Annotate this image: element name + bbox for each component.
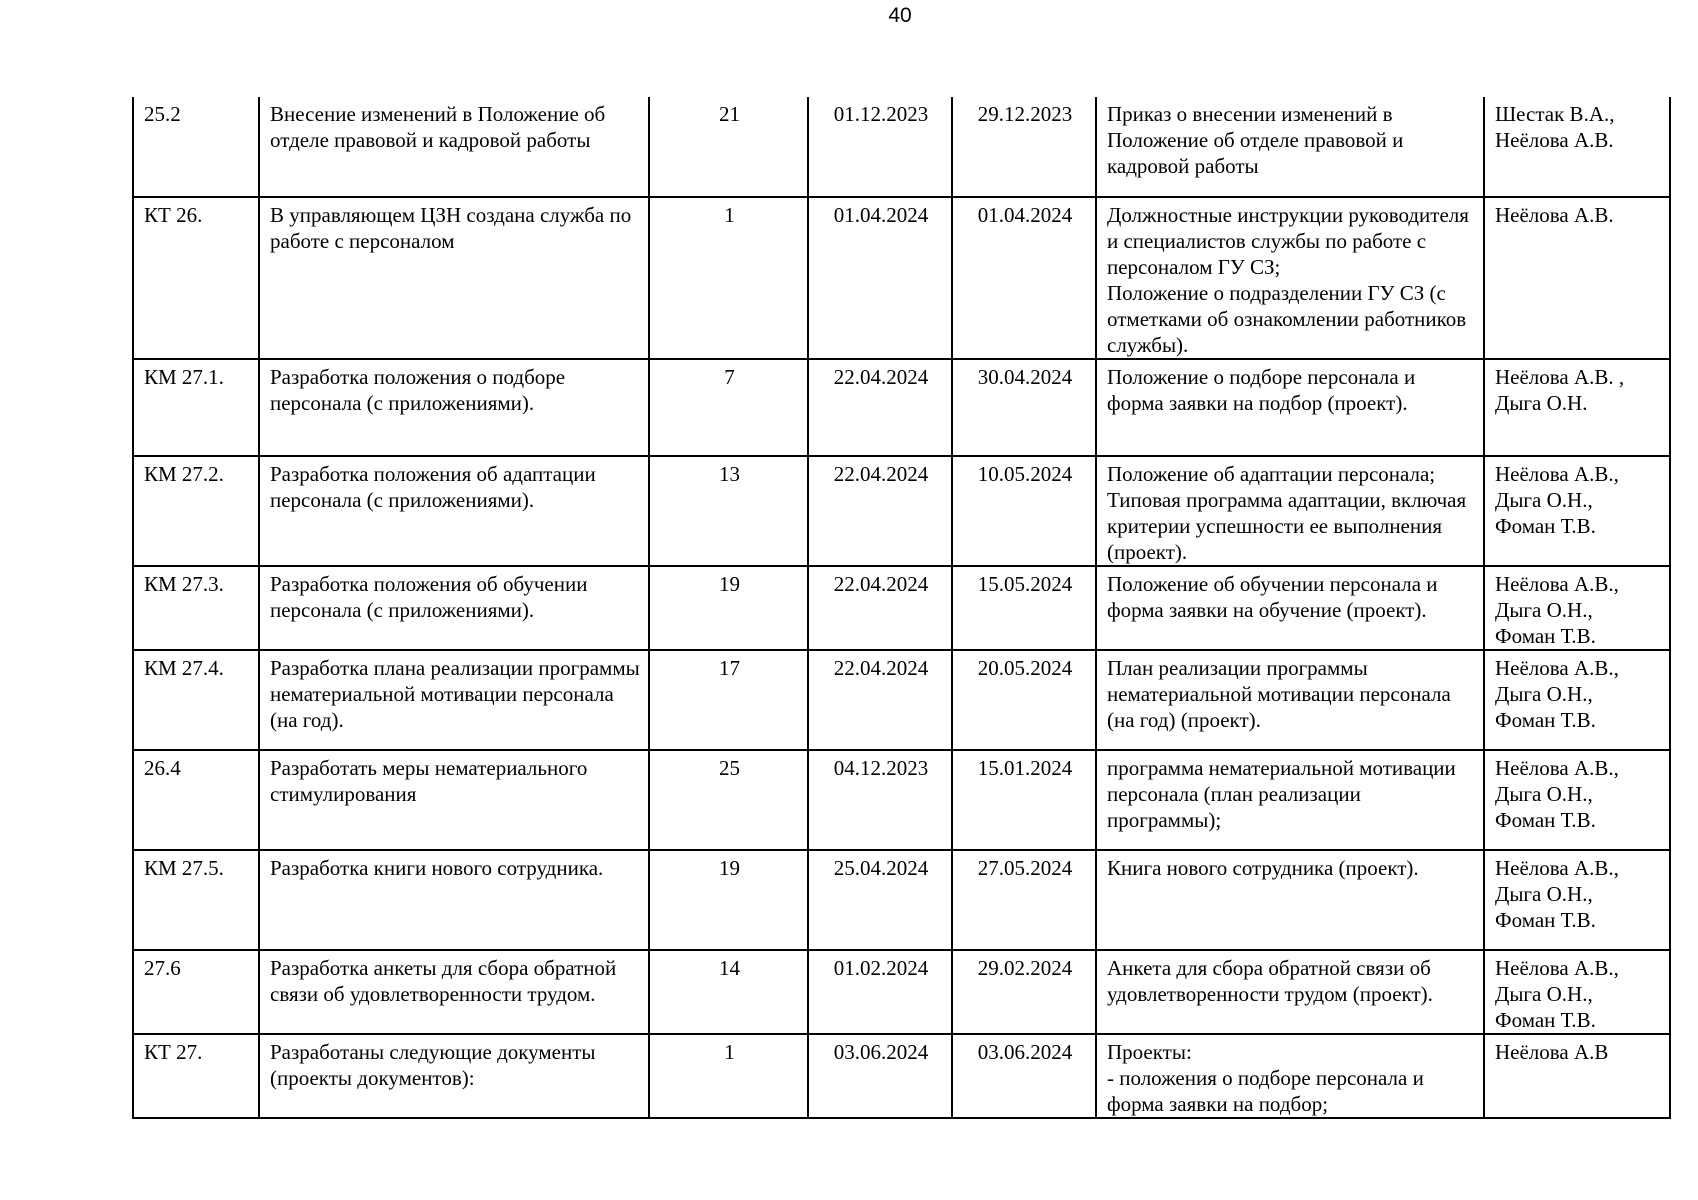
row-responsible-line: Неёлова А.В.	[1495, 203, 1614, 227]
row-end-date: 29.12.2023	[952, 97, 1096, 197]
row-result-line: Положение об адаптации персонала;	[1107, 462, 1436, 486]
row-result	[1096, 1034, 1484, 1118]
table-row	[133, 456, 1670, 566]
row-responsible-line: Неёлова А.В. ,	[1495, 365, 1625, 389]
table-row	[133, 197, 1670, 359]
table-row	[133, 950, 1670, 1034]
row-responsible-line: Неёлова А.В.,	[1495, 462, 1619, 486]
row-responsible	[1484, 650, 1670, 750]
row-end-date: 10.05.2024	[952, 456, 1096, 566]
row-result-line: Проекты:	[1107, 1040, 1192, 1064]
table-row	[133, 750, 1670, 850]
row-result	[1096, 197, 1484, 359]
row-responsible-line: Неёлова А.В.,	[1495, 856, 1619, 880]
row-code: КТ 26.	[133, 197, 259, 359]
row-end-date: 03.06.2024	[952, 1034, 1096, 1118]
row-result-line: Положение об обучении персонала и форма заявки на обучение (проект).	[1107, 572, 1438, 622]
row-responsible	[1484, 1034, 1670, 1118]
row-code: КМ 27.1.	[133, 359, 259, 456]
row-responsible-line: Дыга О.Н.,	[1495, 882, 1593, 906]
row-result	[1096, 950, 1484, 1034]
row-result-line: Положение о подразделении ГУ СЗ (с отметками об ознакомлении работников службы).	[1107, 281, 1467, 357]
row-result	[1096, 359, 1484, 456]
row-task: Разработка положения об обучении персонала (с приложениями).	[259, 566, 649, 650]
row-responsible-line: Фоман Т.В.	[1495, 1008, 1596, 1032]
row-end-date: 29.02.2024	[952, 950, 1096, 1034]
row-code: КТ 27.	[133, 1034, 259, 1118]
row-responsible-line: Фоман Т.В.	[1495, 708, 1596, 732]
row-duration: 19	[649, 566, 808, 650]
row-start-date: 22.04.2024	[808, 566, 952, 650]
row-result-line: - положения о подборе персонала и форма заявки на подбор;	[1107, 1066, 1424, 1116]
row-responsible	[1484, 750, 1670, 850]
row-responsible-line: Неёлова А.В.,	[1495, 656, 1619, 680]
row-start-date: 22.04.2024	[808, 650, 952, 750]
table-row	[133, 850, 1670, 950]
row-duration: 14	[649, 950, 808, 1034]
row-responsible	[1484, 359, 1670, 456]
row-task: В управляющем ЦЗН создана служба по работе с персоналом	[259, 197, 649, 359]
row-result	[1096, 750, 1484, 850]
row-result	[1096, 850, 1484, 950]
table-row	[133, 97, 1670, 197]
row-duration: 21	[649, 97, 808, 197]
row-end-date: 27.05.2024	[952, 850, 1096, 950]
row-responsible-line: Фоман Т.В.	[1495, 514, 1596, 538]
table-row	[133, 1034, 1670, 1118]
row-code: КМ 27.2.	[133, 456, 259, 566]
row-responsible	[1484, 456, 1670, 566]
row-start-date: 01.12.2023	[808, 97, 952, 197]
row-duration: 7	[649, 359, 808, 456]
row-result-line: Приказ о внесении изменений в Положение об отделе правовой и кадровой работы	[1107, 102, 1404, 178]
row-responsible	[1484, 197, 1670, 359]
row-code: КМ 27.3.	[133, 566, 259, 650]
row-responsible-line: Неёлова А.В.,	[1495, 572, 1619, 596]
row-result-line: Типовая программа адаптации, включая критерии успешности ее выполнения (проект).	[1107, 488, 1467, 564]
row-start-date: 22.04.2024	[808, 359, 952, 456]
table-row	[133, 650, 1670, 750]
row-result	[1096, 566, 1484, 650]
plan-table-body	[133, 97, 1670, 1118]
table-row	[133, 359, 1670, 456]
row-end-date: 30.04.2024	[952, 359, 1096, 456]
row-result	[1096, 456, 1484, 566]
row-responsible	[1484, 566, 1670, 650]
row-start-date: 01.04.2024	[808, 197, 952, 359]
row-duration: 1	[649, 1034, 808, 1118]
row-task: Разработка положения об адаптации персонала (с приложениями).	[259, 456, 649, 566]
row-responsible-line: Неёлова А.В	[1495, 1040, 1609, 1064]
row-code: 27.6	[133, 950, 259, 1034]
row-duration: 19	[649, 850, 808, 950]
row-end-date: 15.05.2024	[952, 566, 1096, 650]
row-end-date: 20.05.2024	[952, 650, 1096, 750]
row-responsible-line: Неёлова А.В.	[1495, 128, 1614, 152]
row-duration: 25	[649, 750, 808, 850]
row-responsible	[1484, 950, 1670, 1034]
row-responsible-line: Фоман Т.В.	[1495, 624, 1596, 648]
row-responsible-line: Дыга О.Н.,	[1495, 488, 1593, 512]
row-result-line: Анкета для сбора обратной связи об удовлетворенности трудом (проект).	[1107, 956, 1433, 1006]
row-start-date: 22.04.2024	[808, 456, 952, 566]
row-responsible-line: Дыга О.Н.,	[1495, 682, 1593, 706]
row-result	[1096, 650, 1484, 750]
row-responsible-line: Неёлова А.В.,	[1495, 956, 1619, 980]
row-responsible-line: Дыга О.Н.,	[1495, 782, 1593, 806]
row-task: Разработка анкеты для сбора обратной связи об удовлетворенности трудом.	[259, 950, 649, 1034]
row-code: 26.4	[133, 750, 259, 850]
row-task: Внесение изменений в Положение об отделе правовой и кадровой работы	[259, 97, 649, 197]
row-start-date: 04.12.2023	[808, 750, 952, 850]
row-result-line: Положение о подборе персонала и форма заявки на подбор (проект).	[1107, 365, 1416, 415]
row-task: Разработка книги нового сотрудника.	[259, 850, 649, 950]
row-responsible-line: Фоман Т.В.	[1495, 908, 1596, 932]
row-task: Разработать меры нематериального стимулирования	[259, 750, 649, 850]
row-task: Разработка плана реализации программы нематериальной мотивации персонала (на год).	[259, 650, 649, 750]
row-task: Разработаны следующие документы (проекты документов):	[259, 1034, 649, 1118]
row-code: КМ 27.5.	[133, 850, 259, 950]
row-start-date: 25.04.2024	[808, 850, 952, 950]
row-responsible-line: Фоман Т.В.	[1495, 808, 1596, 832]
row-task: Разработка положения о подборе персонала (с приложениями).	[259, 359, 649, 456]
row-result-line: программа нематериальной мотивации персонала (план реализации программы);	[1107, 756, 1456, 832]
row-end-date: 01.04.2024	[952, 197, 1096, 359]
row-start-date: 03.06.2024	[808, 1034, 952, 1118]
table-row	[133, 566, 1670, 650]
row-duration: 1	[649, 197, 808, 359]
row-responsible	[1484, 97, 1670, 197]
row-responsible-line: Неёлова А.В.,	[1495, 756, 1619, 780]
row-start-date: 01.02.2024	[808, 950, 952, 1034]
row-code: 25.2	[133, 97, 259, 197]
row-duration: 17	[649, 650, 808, 750]
row-duration: 13	[649, 456, 808, 566]
row-responsible-line: Дыга О.Н.	[1495, 391, 1588, 415]
row-result-line: Книга нового сотрудника (проект).	[1107, 856, 1419, 880]
plan-table	[132, 97, 1671, 1119]
row-responsible-line: Дыга О.Н.,	[1495, 982, 1593, 1006]
page-number: 40	[888, 4, 912, 27]
row-result	[1096, 97, 1484, 197]
row-end-date: 15.01.2024	[952, 750, 1096, 850]
row-code: КМ 27.4.	[133, 650, 259, 750]
row-result-line: План реализации программы нематериальной мотивации персонала (на год) (проект).	[1107, 656, 1451, 732]
row-responsible-line: Шестак В.А.,	[1495, 102, 1615, 126]
row-result-line: Должностные инструкции руководителя и специалистов службы по работе с персоналом ГУ СЗ;	[1107, 203, 1469, 279]
row-responsible	[1484, 850, 1670, 950]
row-responsible-line: Дыга О.Н.,	[1495, 598, 1593, 622]
